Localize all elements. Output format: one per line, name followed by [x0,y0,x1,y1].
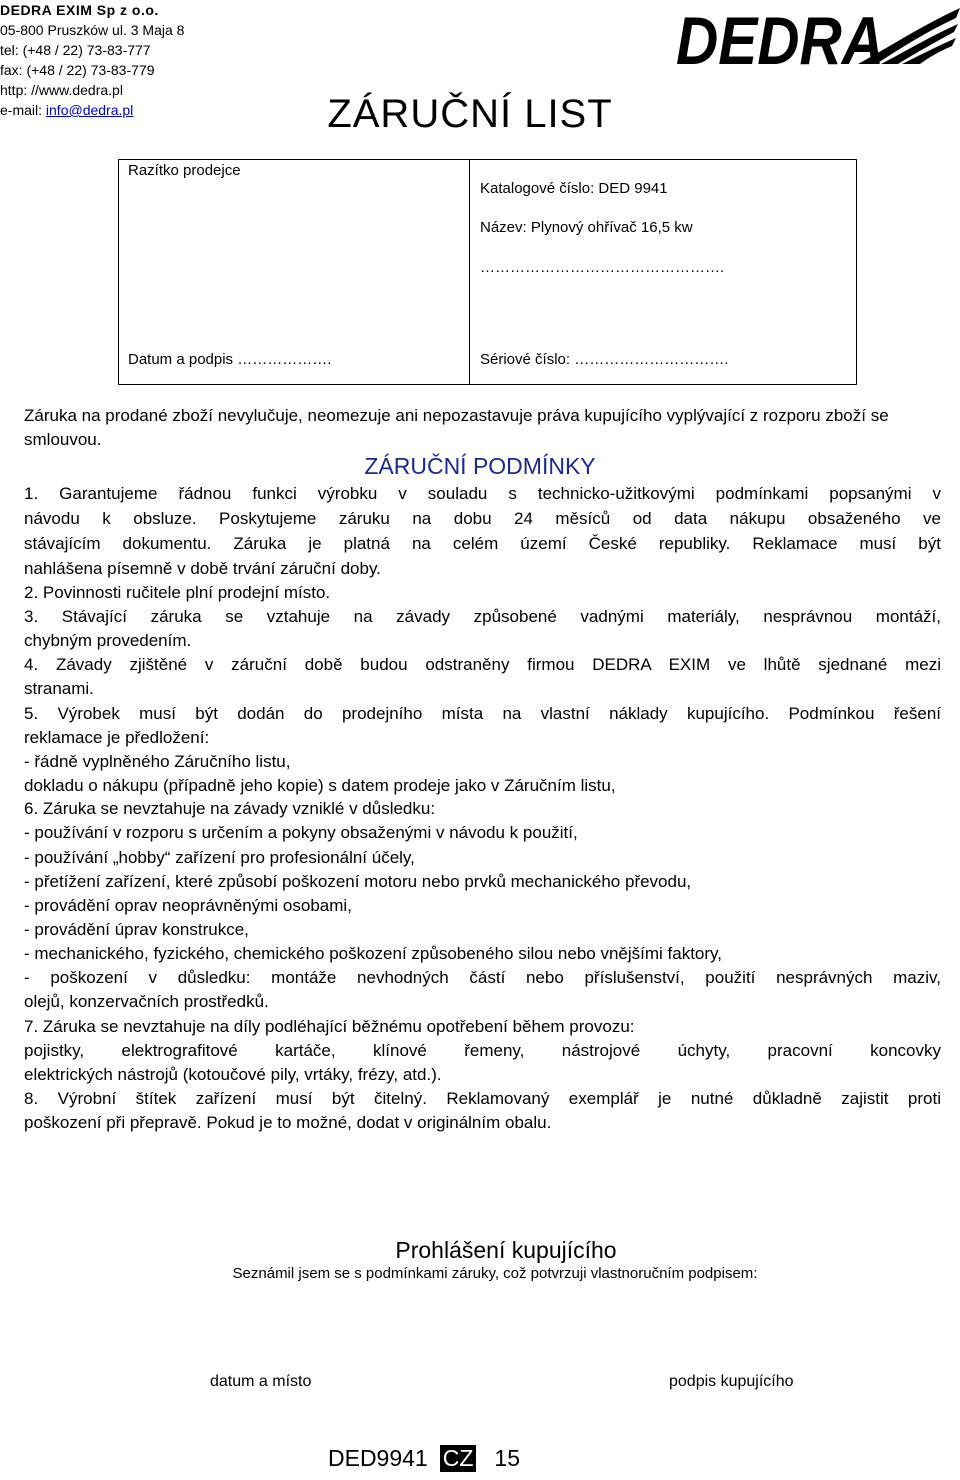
dedra-logo [676,6,960,68]
condition-line: reklamace je předložení: [24,728,210,747]
condition-line: nahlášena písemně v době trvání záruční doby. [24,559,381,578]
language-badge: CZ [440,1445,477,1472]
condition-line: 3. Stávající záruka se vztahuje na závady způsobené vadnými materiály, nesprávnou montáží, [24,607,941,626]
condition-line: 4. Závady zjištěné v záruční době budou odstraněny firmou DEDRA EXIM ve lhůtě sjednané mezi [24,655,941,674]
date-place-label: datum a místo [210,1373,312,1390]
company-tel: tel: (+48 / 22) 73-83-777 [0,42,151,58]
company-address: 05-800 Pruszków ul. 3 Maja 8 [0,22,185,38]
condition-line: olejů, konzervačních prostředků. [24,992,269,1011]
buyer-signature-label: podpis kupujícího [669,1373,794,1390]
email-label: e-mail: [0,102,46,118]
seller-stamp-label: Razítko prodejce [128,162,241,179]
condition-line: stranami. [24,679,94,698]
intro-paragraph: Záruka na prodané zboží nevylučuje, neomezuje ani nepozastavuje práva kupujícího vyplývající z rozporu zboží se smlouvou. [24,406,889,449]
declaration-title: Prohlášení kupujícího [395,1237,617,1263]
serial-number-field: Sériové číslo: …………………………. [480,351,729,368]
product-name: Název: Plynový ohřívač 16,5 kw [480,219,693,236]
footer [328,1445,520,1472]
footer-code: DED9941 [328,1445,428,1471]
condition-line: - používání „hobby“ zařízení pro profesionální účely, [24,848,415,867]
condition-line: chybným provedením. [24,631,192,650]
condition-line: poškození při přepravě. Pokud je to možné, dodat v originálním obalu. [24,1113,552,1132]
catalog-number: Katalogové číslo: DED 9941 [480,180,668,197]
condition-line: - přetížení zařízení, které způsobí poškození motoru nebo prvků mechanického převodu, [24,872,692,891]
email-link[interactable]: info@dedra.pl [45,102,134,118]
date-signature-field: Datum a podpis ………………. [128,351,332,368]
condition-line: - provádění oprav neoprávněnými osobami, [24,896,352,915]
condition-line: dokladu o nákupu (případně jeho kopie) s datem prodeje jako v Záručním listu, [24,776,616,795]
condition-line: 8. Výrobní štítek zařízení musí být čitelný. Reklamovaný exemplář je nutné důkladně zajistit proti [24,1089,941,1108]
blank-dots: …………………………………………. [480,259,725,276]
condition-line: pojistky, elektrografitové kartáče, klínové řemeny, nástrojové úchyty, pracovní koncovky [24,1041,941,1060]
condition-line: - řádně vyplněného Záručního listu, [24,752,291,771]
condition-line: 2. Povinnosti ručitele plní prodejní místo. [24,583,331,602]
page-number: 15 [494,1445,520,1471]
box-divider [469,160,470,384]
condition-line: návodu k obsluze. Poskytujeme záruku na dobu 24 měsíců od data nákupu obsaženého ve [24,509,941,528]
condition-line: - mechanického, fyzického, chemického poškození způsobeného silou nebo vnějšími faktory, [24,944,723,963]
declaration-text: Seznámil jsem se s podmínkami záruky, což potvrzuji vlastnoručním podpisem: [232,1265,758,1282]
logo-text: DEDRA [676,6,884,68]
product-box [118,159,857,385]
condition-line: 1. Garantujeme řádnou funkci výrobku v souladu s technicko-užitkovými podmínkami popsanými v [24,484,941,503]
page-title: ZÁRUČNÍ LIST [327,92,613,136]
condition-line: stávajícím dokumentu. Záruka je platná na celém území České republiky. Reklamace musí být [24,534,941,553]
condition-line: - provádění úprav konstrukce, [24,920,249,939]
condition-line: 7. Záruka se nevztahuje na díly podléhající běžnému opotřebení během provozu: [24,1017,635,1036]
company-web: http: //www.dedra.pl [0,82,123,98]
condition-line: - poškození v důsledku: montáže nevhodných částí nebo příslušenství, použití nesprávných maziv, [24,968,941,987]
condition-line: elektrických nástrojů (kotoučové pily, vrtáky, frézy, atd.). [24,1065,442,1084]
condition-line: - používání v rozporu s určením a pokyny obsaženými v návodu k použití, [24,823,578,842]
condition-line: 5. Výrobek musí být dodán do prodejního místa na vlastní náklady kupujícího. Podmínkou řešení [24,704,941,723]
conditions-title: ZÁRUČNÍ PODMÍNKY [364,453,596,479]
company-fax: fax: (+48 / 22) 73-83-779 [0,62,155,78]
company-name: DEDRA EXIM Sp z o.o. [0,2,159,18]
condition-line: 6. Záruka se nevztahuje na závady vzniklé v důsledku: [24,799,436,818]
